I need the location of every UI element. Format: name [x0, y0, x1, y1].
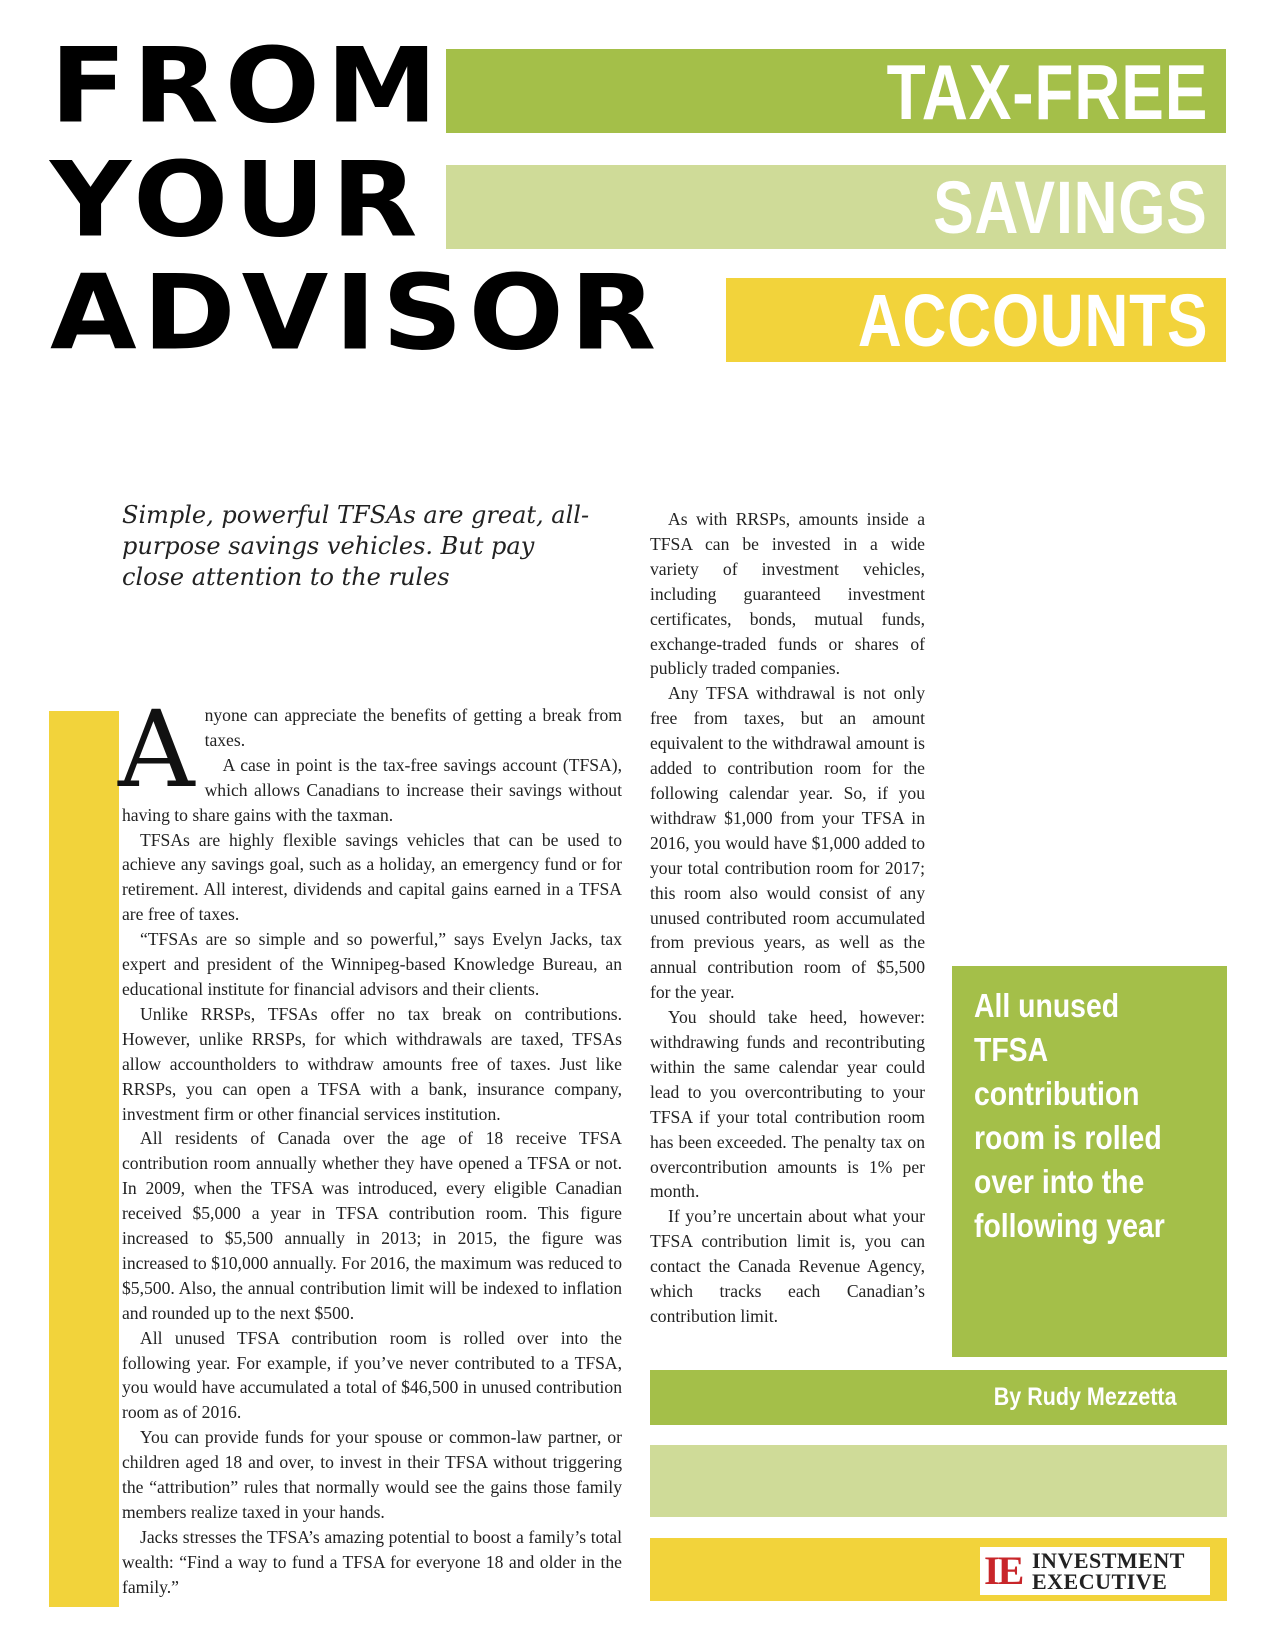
- header-band-savings: [446, 165, 1226, 249]
- header-band-tax-free: [446, 48, 1226, 136]
- paragraph: If you’re uncertain about what your TFSA contribution limit is, you can contact the Canada Revenue Agency, which tracks each Canadian’s contribution limit.: [650, 1206, 925, 1326]
- pull-quote: All unused TFSA contribution room is rolled over into the following year: [974, 987, 1165, 1244]
- header-band-accounts: [726, 278, 1226, 362]
- logo-line-1: INVESTMENT: [1032, 1548, 1185, 1573]
- article-column-2: [650, 507, 925, 1329]
- paragraph: TFSAs are highly flexible savings vehicles that can be used to achieve any savings goal, such as a holiday, an emergency fund or for retirement. All interest, dividends and capital gains earned in a TFSA are free of taxes.: [122, 829, 622, 925]
- byline-bar: [650, 1370, 1227, 1425]
- decorative-bar: [650, 1445, 1227, 1517]
- paragraph: You should take heed, however: withdrawing funds and recontributing within the same calendar year could lead to you overcontributing to your TFSA if your total contribution room has been exceeded. The penalty tax on overcontribution amounts is 1% per month.: [650, 1007, 925, 1202]
- accent-bar: [49, 711, 119, 1607]
- byline: By Rudy Mezzetta: [994, 1383, 1177, 1411]
- header-accounts: ACCOUNTS: [857, 279, 1208, 362]
- deck: Simple, powerful TFSAs are great, all-purpose savings vehicles. But pay close attention to the rules: [122, 501, 590, 591]
- headline-from: FROM: [50, 26, 444, 147]
- paragraph: A case in point is the tax-free savings account (TFSA), which allows Canadians to increase their savings without having to share gains with the taxman.: [122, 754, 622, 825]
- paragraph-text: nyone can appreciate the benefits of getting a break from taxes.: [204, 705, 622, 750]
- headline-advisor: ADVISOR: [50, 253, 663, 374]
- drop-cap: A: [118, 688, 195, 811]
- paragraph: “TFSAs are so simple and so powerful,” says Evelyn Jacks, tax expert and president of the Winnipeg-based Knowledge Bureau, an educational institute for financial advisors and their clients.: [122, 929, 622, 999]
- investment-executive-logo: [980, 1547, 1210, 1595]
- paragraph: Jacks stresses the TFSA’s amazing potential to boost a family’s total wealth: “Find a way to fund a TFSA for everyone 18 and older in the family.”: [122, 1526, 622, 1597]
- article-column-1: [118, 688, 622, 1600]
- paragraph: All unused TFSA contribution room is rolled over into the following year. For example, if you’ve never contributed to a TFSA, you would have accumulated a total of $46,500 in unused contribution room as of 2016.: [122, 1327, 622, 1423]
- paragraph: As with RRSPs, amounts inside a TFSA can be invested in a wide variety of investment vehicles, including guaranteed investment certificates, bonds, mutual funds, exchange-traded funds or shares of publicly traded companies.: [650, 509, 925, 679]
- headline-your: YOUR: [50, 140, 424, 261]
- logo-line-2: EXECUTIVE: [1032, 1569, 1168, 1594]
- logo-mark: IE: [984, 1548, 1023, 1593]
- paragraph: You can provide funds for your spouse or common-law partner, or children aged 18 and over, to invest in their TFSA without triggering the “attribution” rules that normally would see the gains those family members realize taxed in your hands.: [122, 1427, 622, 1522]
- header-savings: SAVINGS: [933, 166, 1208, 249]
- header-tax-free: TAX-FREE: [886, 48, 1208, 136]
- pull-quote-box: [952, 966, 1227, 1357]
- paragraph: Unlike RRSPs, TFSAs offer no tax break on contributions. However, unlike RRSPs, for which withdrawals are taxed, TFSAs allow accountholders to withdraw amounts free of taxes. Just like RRSPs, you can open a TFSA with a bank, insurance company, investment firm or other financial services institution.: [122, 1003, 622, 1124]
- paragraph: Any TFSA withdrawal is not only free from taxes, but an amount equivalent to the withdrawal amount is added to contribution room for the following calendar year. So, if you withdraw $1,000 from your TFSA in 2016, you would have $1,000 added to your total contribution room for 2017; this room also would consist of any unused contributed room accumulated from previous years, as well as the annual contribution room of $5,500 for the year.: [650, 683, 925, 1003]
- paragraph: All residents of Canada over the age of 18 receive TFSA contribution room annually whether they have opened a TFSA or not. In 2009, when the TFSA was introduced, every eligible Canadian received $5,000 a year in TFSA contribution room. This figure increased to $5,500 annually in 2013; in 2015, the figure was increased to $10,000 annually. For 2016, the maximum was reduced to $5,500. Also, the annual contribution limit will be indexed to inflation and rounded up to the next $500.: [122, 1128, 622, 1323]
